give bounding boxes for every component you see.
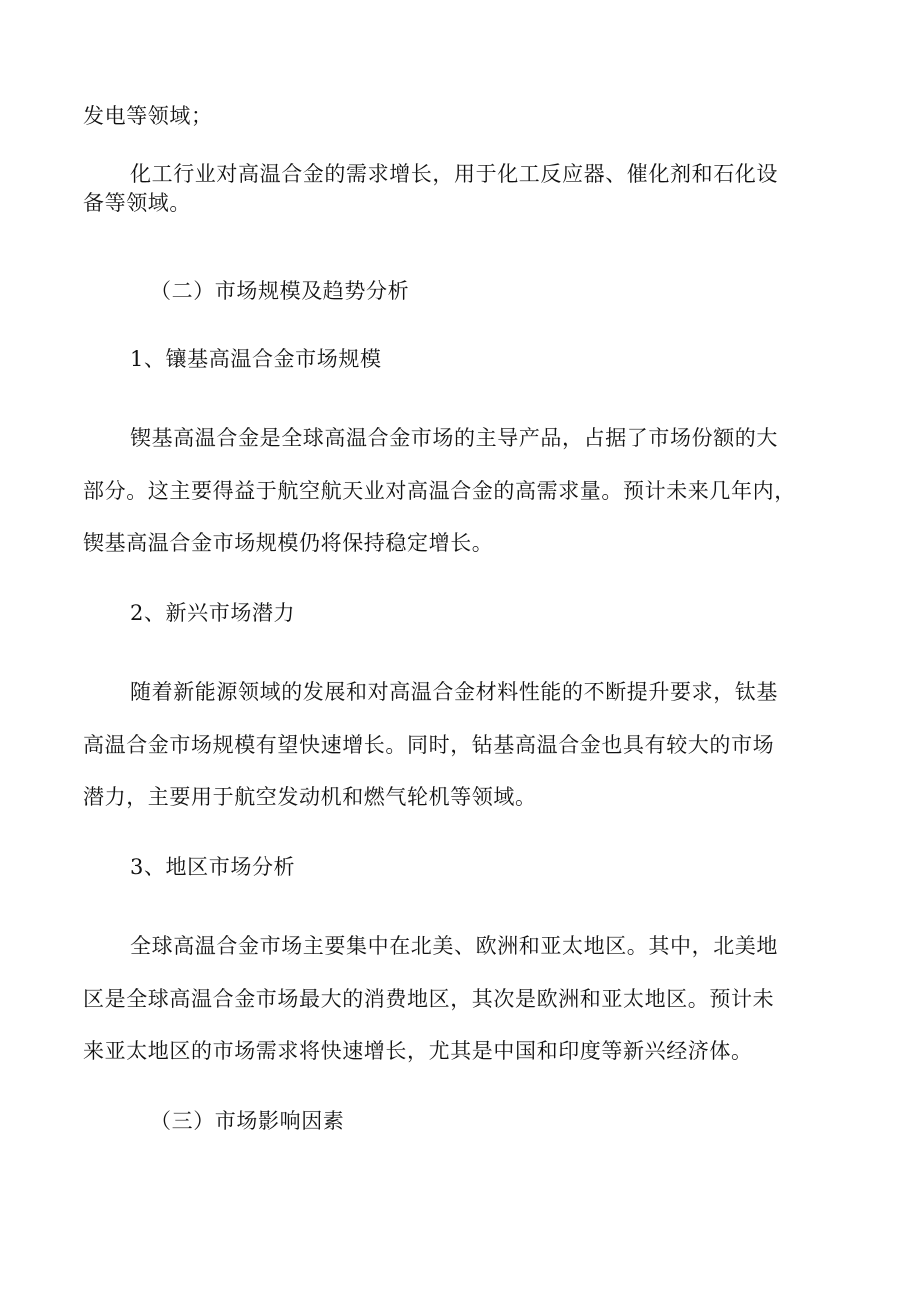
subsection-heading: 2、新兴市场潜力 (130, 601, 296, 625)
paragraph-line: 来亚太地区的市场需求将快速增长，尤其是中国和印度等新兴经济体。 (83, 1039, 753, 1063)
paragraph-line: 高温合金市场规模有望快速增长。同时，钻基高温合金也具有较大的市场 (83, 733, 775, 757)
paragraph-line: 随着新能源领域的发展和对高温合金材料性能的不断提升要求，钛基 (130, 680, 778, 704)
section-heading: （三）市场影响因素 (150, 1109, 345, 1133)
paragraph-line: 区是全球高温合金市场最大的消费地区，其次是欧洲和亚太地区。预计未 (83, 987, 775, 1011)
paragraph-line: 备等领域。 (83, 191, 191, 215)
paragraph-line: 化工行业对高温合金的需求增长，用于化工反应器、催化剂和石化设 (130, 162, 778, 186)
subsection-heading: 1、镶基高温合金市场规模 (130, 347, 382, 371)
paragraph-line: 发电等领域； (83, 104, 213, 128)
paragraph-line: 潜力，主要用于航空发动机和燃气轮机等领域。 (83, 785, 537, 809)
paragraph-line: 锲基高温合金市场规模仍将保持稳定增长。 (83, 531, 494, 555)
paragraph-line: 全球高温合金市场主要集中在北美、欧洲和亚太地区。其中，北美地 (130, 934, 778, 958)
section-heading: （二）市场规模及趋势分析 (150, 279, 410, 303)
paragraph-line: 锲基高温合金是全球高温合金市场的主导产品，占据了市场份额的大 (130, 426, 778, 450)
subsection-heading: 3、地区市场分析 (130, 855, 296, 879)
paragraph-line: 部分。这主要得益于航空航天业对高温合金的高需求量。预计未来几年内， (83, 479, 796, 503)
